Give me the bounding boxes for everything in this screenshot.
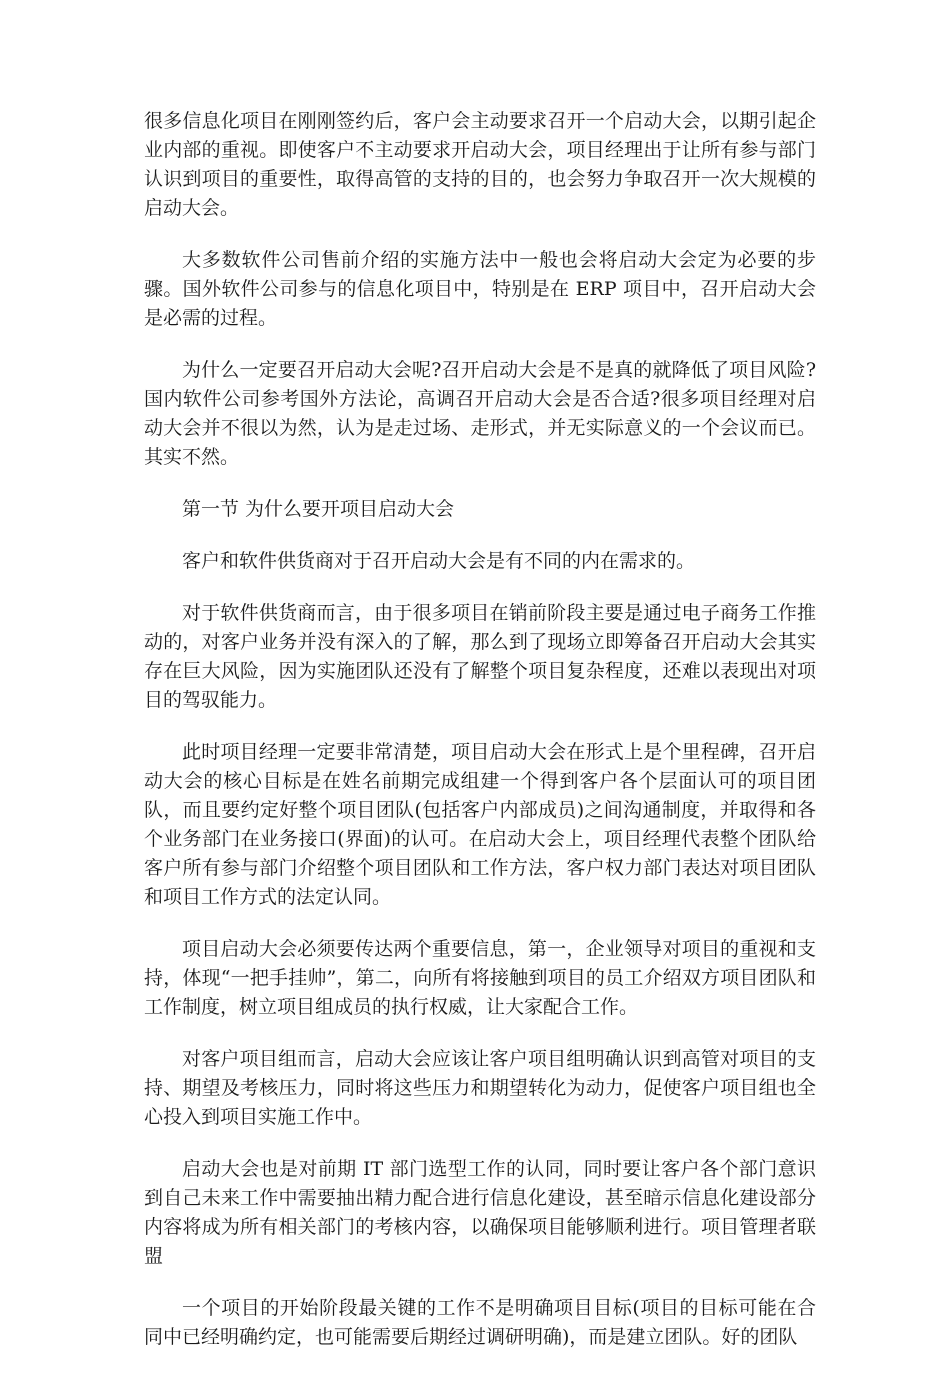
paragraph-vendor: 对于软件供货商而言，由于很多项目在销前阶段主要是通过电子商务工作推动的，对客户业务并没有深入的了解，那么到了现场立即筹备召开启动大会其实存在巨大风险，因为实施团队还没有了解整个项目复杂程度，还难以表现出对项目的驾驭能力。 (144, 602, 816, 711)
paragraph-questions: 为什么一定要召开启动大会呢?召开启动大会是不是真的就降低了项目风险?国内软件公司参考国外方法论，高调召开启动大会是否合适?很多项目经理对启动大会并不很以为然，认为是走过场、走形式，并无实际意义的一个会议而已。其实不然。 (144, 359, 816, 468)
paragraph-two-messages: 项目启动大会必须要传达两个重要信息，第一，企业领导对项目的重视和支持，体现“一把手挂帅”，第二，向所有将接触到项目的员工介绍双方项目团队和工作制度，树立项目组成员的执行权威，让大家配合工作。 (144, 938, 816, 1018)
paragraph-client-team: 对客户项目组而言，启动大会应该让客户项目组明确认识到高管对项目的支持、期望及考核压力，同时将这些压力和期望转化为动力，促使客户项目组也全心投入到项目实施工作中。 (144, 1048, 816, 1128)
paragraph-needs: 客户和软件供货商对于召开启动大会是有不同的内在需求的。 (182, 550, 696, 572)
paragraph-it-department: 启动大会也是对前期 IT 部门选型工作的认同，同时要让客户各个部门意识到自己未来工作中需要抽出精力配合进行信息化建设，甚至暗示信息化建设部分内容将成为所有相关部门的考核内容，以确保项目能够顺利进行。项目管理者联盟 (144, 1158, 816, 1267)
paragraph-methodology: 大多数软件公司售前介绍的实施方法中一般也会将启动大会定为必要的步骤。国外软件公司参与的信息化项目中，特别是在 ERP 项目中，召开启动大会是必需的过程。 (144, 249, 816, 329)
paragraph-intro: 很多信息化项目在刚刚签约后，客户会主动要求召开一个启动大会，以期引起企业内部的重视。即使客户不主动要求开启动大会，项目经理出于让所有参与部门认识到项目的重要性，取得高管的支持的目的，也会努力争取召开一次大规模的启动大会。 (144, 110, 816, 219)
paragraph-milestone: 此时项目经理一定要非常清楚，项目启动大会在形式上是个里程碑，召开启动大会的核心目标是在姓名前期完成组建一个得到客户各个层面认可的项目团队，而且要约定好整个项目团队(包括客户内部成员)之间沟通制度，并取得和各个业务部门在业务接口(界面)的认可。在启动大会上，项目经理代表整个团队给客户所有参与部门介绍整个项目团队和工作方法，客户权力部门表达对项目团队和项目工作方式的法定认同。 (144, 741, 816, 908)
section-heading: 第一节 为什么要开项目启动大会 (182, 498, 455, 520)
paragraph-team-building: 一个项目的开始阶段最关键的工作不是明确项目目标(项目的目标可能在合同中已经明确约定，也可能需要后期经过调研明确)，而是建立团队。好的团队 (144, 1297, 816, 1348)
document-body (144, 107, 816, 1375)
